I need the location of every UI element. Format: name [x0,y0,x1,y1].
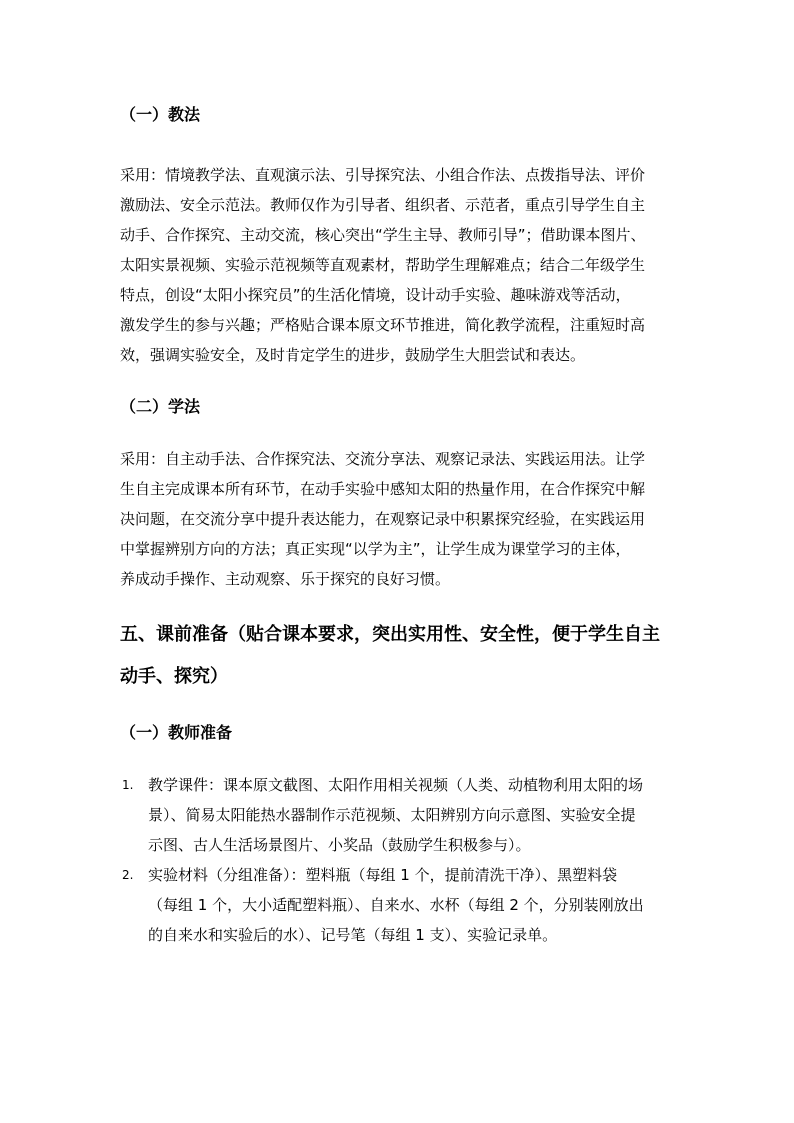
list-number: 1. [122,778,134,792]
paragraph-line: 激励法、安全示范法。教师仅作为引导者、组织者、示范者，重点引导学生自主 [120,196,646,214]
list-item [120,860,680,950]
paragraph-line: 特点，创设“太阳小探究员”的生活化情境，设计动手实验、趣味游戏等活动， [120,286,631,304]
paragraph-learning-method [120,444,680,594]
teacher-prep-list [120,770,680,950]
heading-preparation [120,614,680,698]
list-line: （每组 1 个，大小适配塑料瓶）、自来水、水杯（每组 2 个，分别装刚放出 [148,896,644,914]
paragraph-line: 采用：自主动手法、合作探究法、交流分享法、观察记录法、实践运用法。让学 [120,450,646,468]
list-line: 景）、简易太阳能热水器制作示范视频、太阳辨别方向示意图、实验安全提 [148,806,636,824]
list-line: 实验材料（分组准备）：塑料瓶（每组 1 个，提前清洗干净）、黑塑料袋 [148,866,618,884]
paragraph-line: 中掌握辨别方向的方法；真正实现“以学为主”，让学生成为课堂学习的主体， [120,540,631,558]
paragraph-line: 采用：情境教学法、直观演示法、引导探究法、小组合作法、点拨指导法、评价 [120,166,646,184]
paragraph-line: 太阳实景视频、实验示范视频等直观素材，帮助学生理解难点；结合二年级学生 [120,256,646,274]
paragraph-line: 动手、合作探究、主动交流，核心突出“学生主导、教师引导”；借助课本图片、 [120,226,646,244]
paragraph-teaching-method [120,160,680,370]
heading-line: 动手、探究） [120,666,228,687]
list-item [120,770,680,860]
paragraph-line: 生自主完成课本所有环节，在动手实验中感知太阳的热量作用，在合作探究中解 [120,480,646,498]
list-line: 教学课件：课本原文截图、太阳作用相关视频（人类、动植物利用太阳的场 [148,776,644,794]
paragraph-line: 效，强调实验安全，及时肯定学生的进步，鼓励学生大胆尝试和表达。 [120,346,586,364]
heading-teacher-prep: （一）教师准备 [120,723,233,742]
paragraph-line: 决问题，在交流分享中提升表达能力，在观察记录中积累探究经验，在实践运用 [120,510,646,528]
list-line: 示图、古人生活场景图片、小奖品（鼓励学生积极参与）。 [148,836,531,854]
paragraph-line: 养成动手操作、主动观察、乐于探究的良好习惯。 [120,570,451,588]
list-line: 的自来水和实验后的水）、记号笔（每组 1 支）、实验记录单。 [148,926,558,944]
heading-line: 五、课前准备（贴合课本要求，突出实用性、安全性，便于学生自主 [120,624,660,645]
document-content [120,100,680,950]
paragraph-line: 激发学生的参与兴趣；严格贴合课本原文环节推进，简化教学流程，注重短时高 [120,316,646,334]
heading-learning-method: （二）学法 [120,397,201,416]
list-number: 2. [122,868,134,882]
heading-teaching-method: （一）教法 [120,105,201,124]
